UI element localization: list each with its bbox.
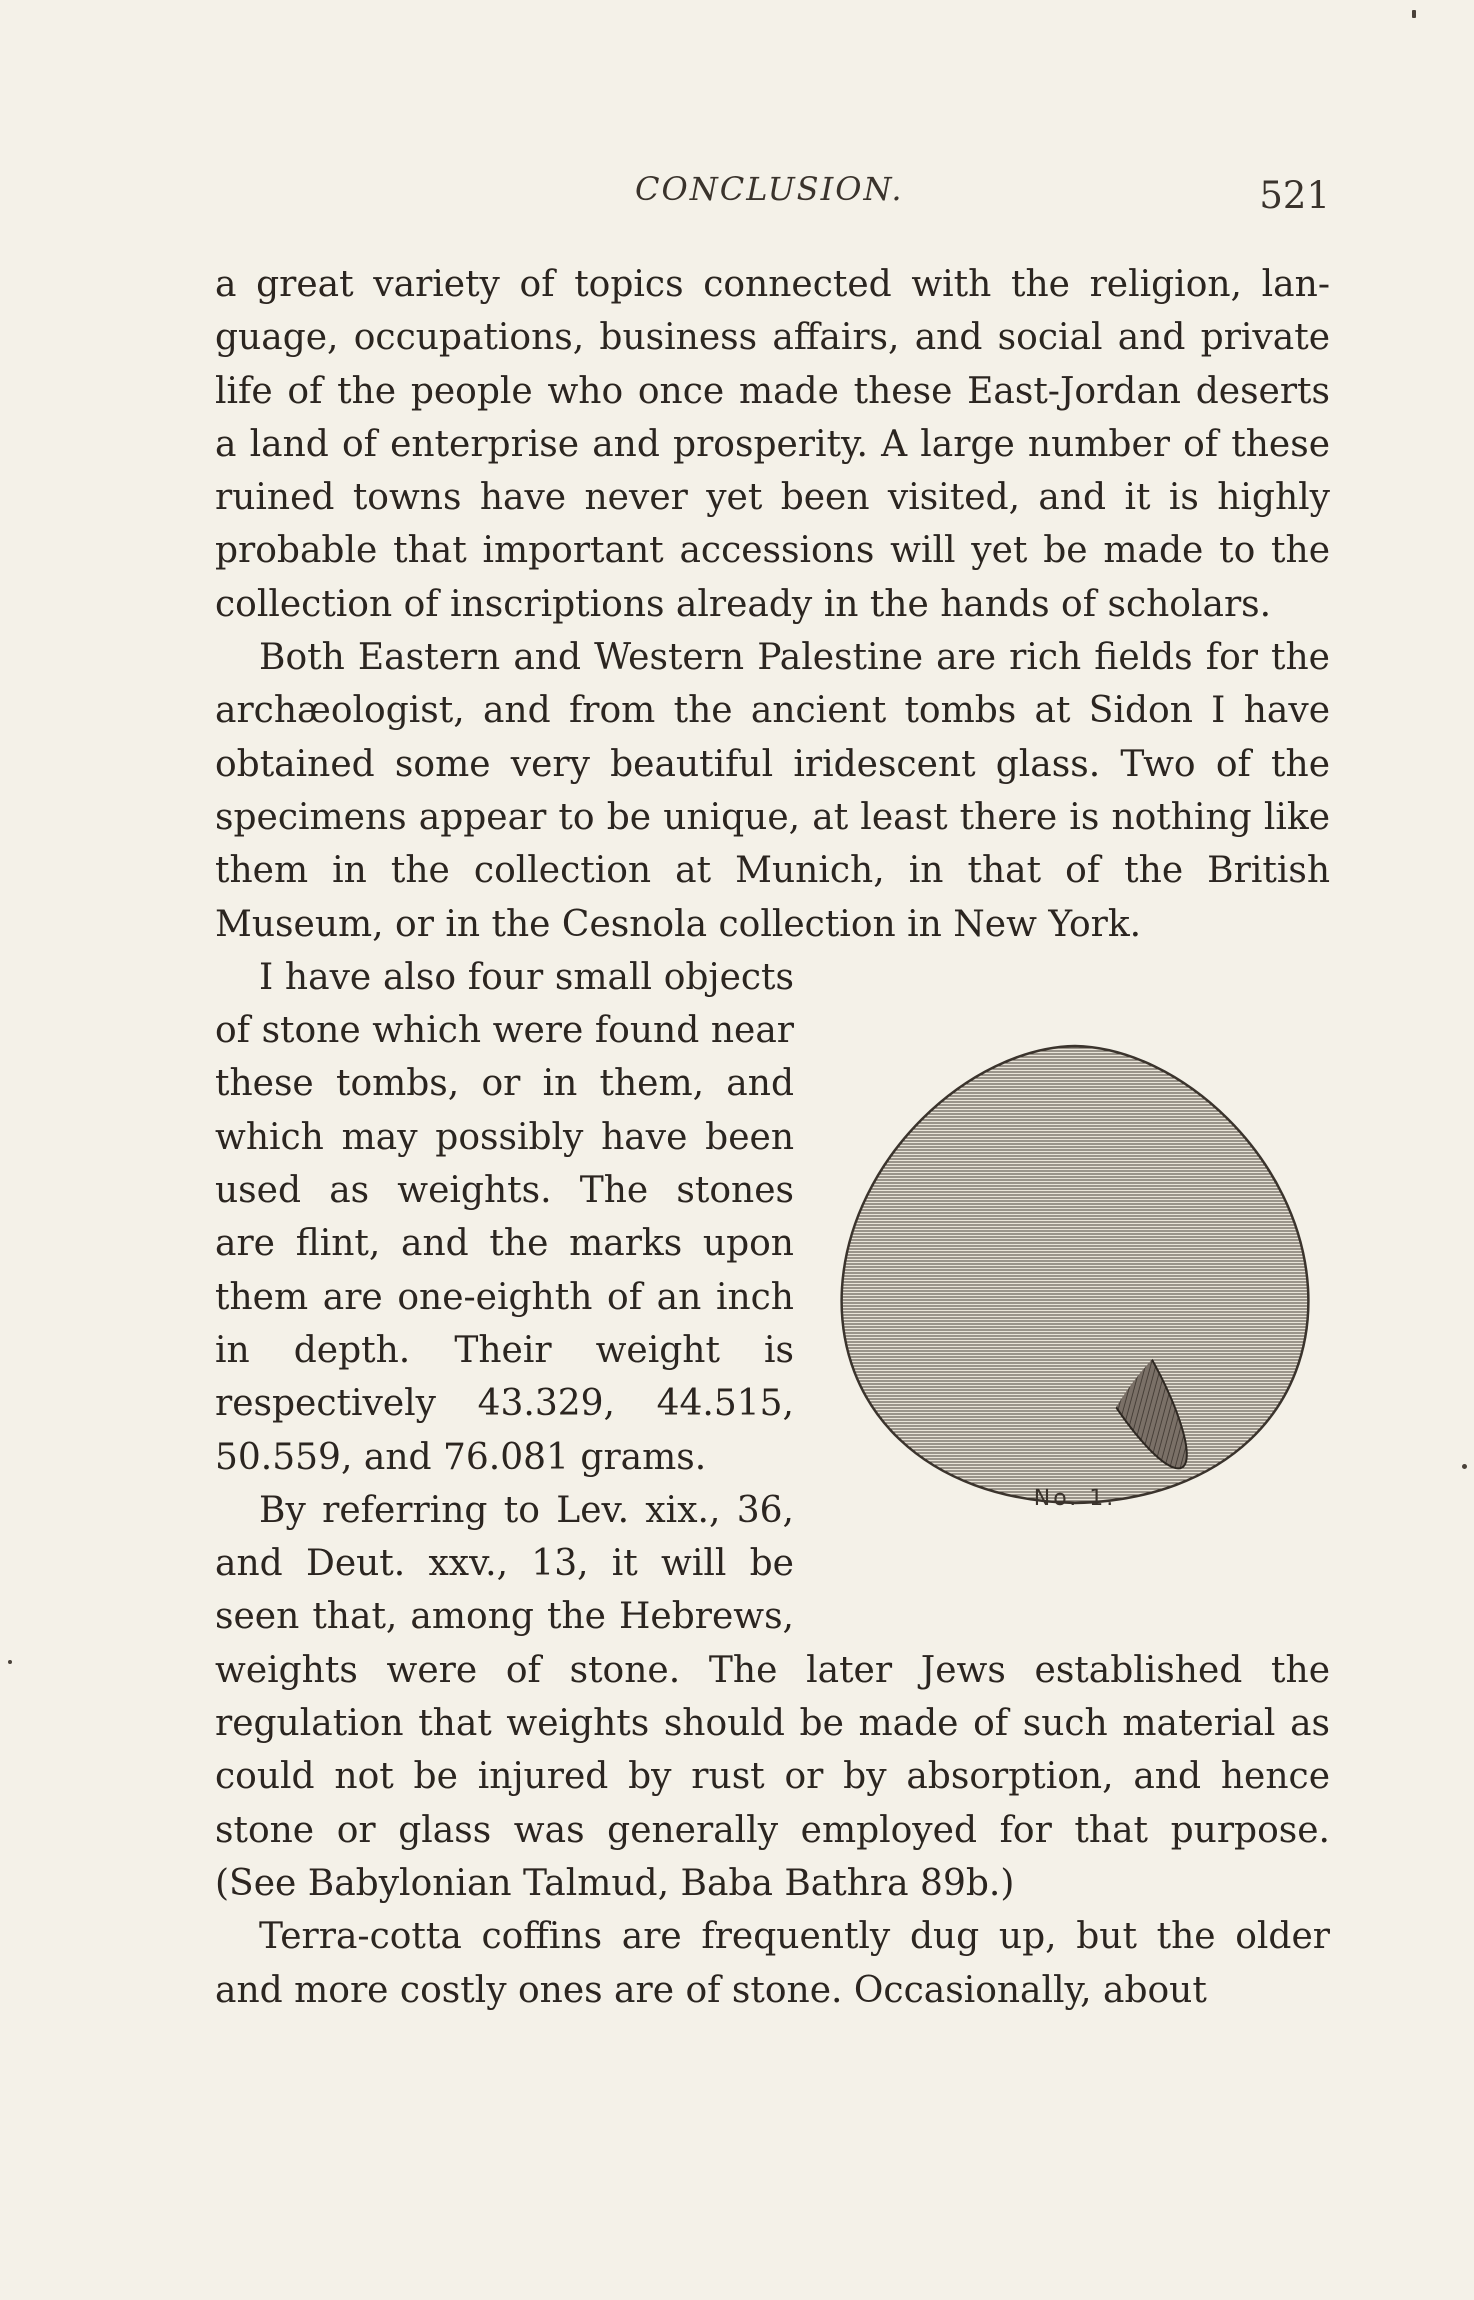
paragraph-3-text: I have also four small objects of stone which were found near these tombs, or in them, and which may possibly have been used as weights. The stones are flint, and the marks upon them are one-eighth of an inch in depth. Their weight is respectively 43.329, 44.515, 50.559, and 76.081 grams. [215, 956, 794, 1478]
page-speck [1412, 10, 1416, 18]
paragraph-4: By referring to Lev. xix., 36, and Deut. xxv., 13, it will be seen that, among the Hebrews, weights were of stone. The later Jews established the regulation that weights should be made of such material as could not be injured by rust or by absorption, and hence stone or glass was generally employed for that purpose. (See Babylonian Talmud, Baba Bathra 89b.) [215, 1489, 1330, 1904]
page-speck [1462, 1464, 1467, 1469]
running-head: CONCLUSION. [635, 170, 904, 208]
body-text [215, 258, 1330, 2017]
page-speck [8, 1660, 12, 1664]
paragraph-5: Terra-cotta coffins are frequently dug up, but the older and more costly ones are of stone. Occasionally, about [215, 1916, 1330, 2011]
paragraph-3-intro [215, 951, 1330, 1484]
figure-text-wrap [215, 951, 1330, 1484]
paragraph-2: Both Eastern and Western Palestine are rich fields for the archæologist, and from the ancient tombs at Sidon I have obtained some very beautiful iridescent glass. Two of the specimens appear to be unique, at least there is nothing like them in the collection at Munich, in that of the British Museum, or in the Cesnola collection in New York. [215, 637, 1330, 945]
paragraph-1: a great variety of topics connected with the religion, language, occupations, business affairs, and social and private life of the people who once made these East-Jordan deserts a land of enterprise and prosperity. A large number of these ruined towns have never yet been visited, and it is highly probable that important accessions will yet be made to the collection of inscriptions already in the hands of scholars. [215, 264, 1330, 625]
page-header [215, 170, 1330, 220]
figure-caption: No. 1. [1033, 1485, 1117, 1511]
page-number: 521 [1259, 174, 1330, 217]
